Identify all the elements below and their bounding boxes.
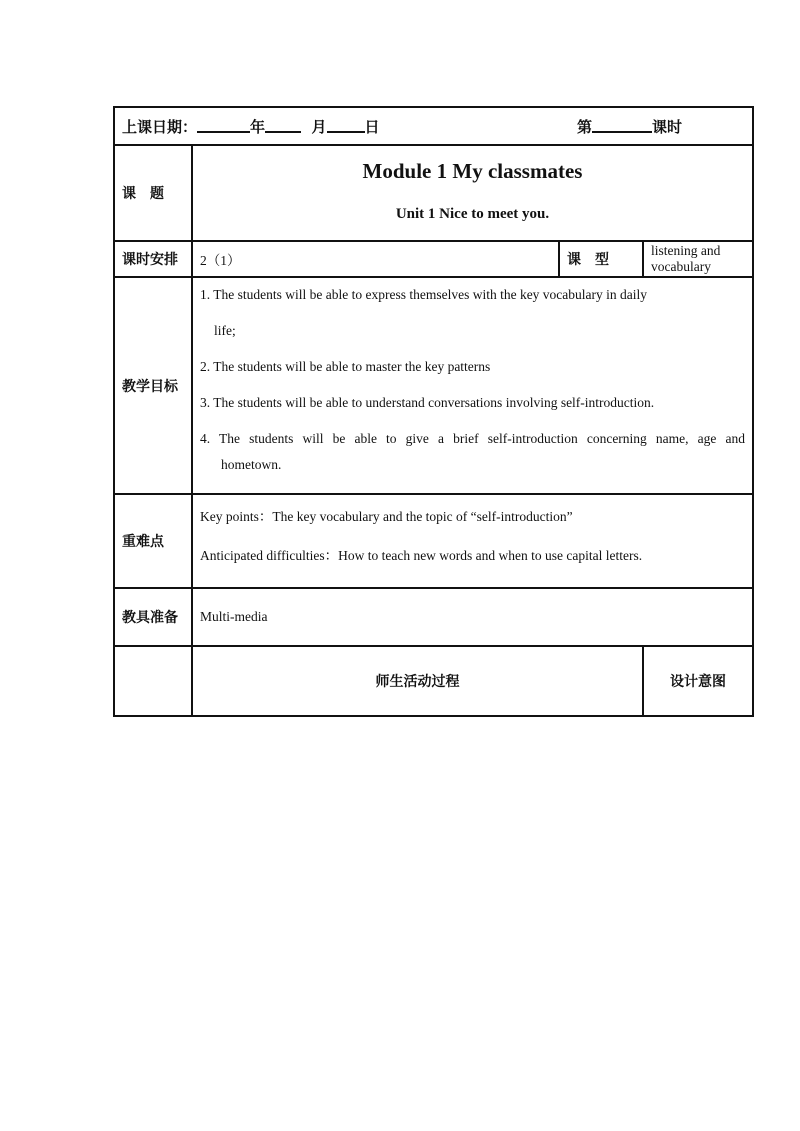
- goal-item-4: 4. The students will be able to give a brief self-introduction concerning name, age and: [200, 431, 745, 446]
- date-label: 上课日期：: [122, 117, 198, 136]
- topic-row: [114, 145, 753, 241]
- date-line: [122, 118, 682, 136]
- date-cell: [114, 107, 753, 145]
- tools-label: 教具准备: [114, 588, 192, 646]
- key-points-label: 重难点: [114, 494, 192, 588]
- month-label: 月: [311, 117, 327, 136]
- tools-value: Multi-media: [192, 588, 753, 646]
- schedule-row: [114, 241, 753, 277]
- topic-label: 课 题: [114, 145, 192, 241]
- gap-blank: [265, 117, 301, 133]
- year-blank: [197, 117, 250, 133]
- year-label: 年: [250, 117, 266, 136]
- key-points-cell: [192, 494, 753, 588]
- goals-row: [114, 277, 753, 494]
- module-title: Module 1 My classmates: [362, 159, 583, 183]
- goal-item-1: [200, 286, 745, 340]
- key-points-row: [114, 494, 753, 588]
- schedule-value: 2（1）: [192, 241, 559, 277]
- goals-cell: [192, 277, 753, 494]
- period-blank: [592, 117, 652, 133]
- process-row: [114, 646, 753, 716]
- goals-label: 教学目标: [114, 277, 192, 494]
- goal-item-2: 2. The students will be able to master the key patterns: [200, 359, 491, 374]
- key-points-text: Key points：The key vocabulary and the topic of “self-introduction”: [200, 509, 573, 524]
- period-prefix: 第: [576, 117, 592, 136]
- goal-item-4-continuation: [200, 456, 745, 474]
- schedule-label: 课时安排: [114, 241, 192, 277]
- lesson-type-value: listening and vocabulary: [643, 241, 753, 277]
- date-row: [114, 107, 753, 145]
- difficulties-text: Anticipated difficulties：How to teach new words and when to use capital letters.: [200, 548, 643, 563]
- lesson-plan-table: [113, 106, 754, 717]
- goal-4-hometown: hometown.: [221, 457, 282, 472]
- goal-item-3: 3. The students will be able to understand conversations involving self-introduction.: [200, 395, 655, 410]
- day-label: 日: [364, 117, 380, 136]
- month-blank: [327, 117, 365, 133]
- topic-cell: [192, 145, 753, 241]
- activity-process-label: 师生活动过程: [192, 646, 643, 716]
- goal-1-text: 1. The students will be able to express themselves with the key vocabulary in daily: [200, 287, 648, 302]
- process-empty-cell: [114, 646, 192, 716]
- tools-row: [114, 588, 753, 646]
- period-suffix: 课时: [652, 117, 683, 136]
- lesson-type-label: 课 型: [559, 241, 643, 277]
- lesson-plan-page: [113, 106, 752, 717]
- unit-title: Unit 1 Nice to meet you.: [395, 206, 550, 222]
- design-intent-label: 设计意图: [643, 646, 753, 716]
- goal-1-continuation: life;: [214, 323, 236, 338]
